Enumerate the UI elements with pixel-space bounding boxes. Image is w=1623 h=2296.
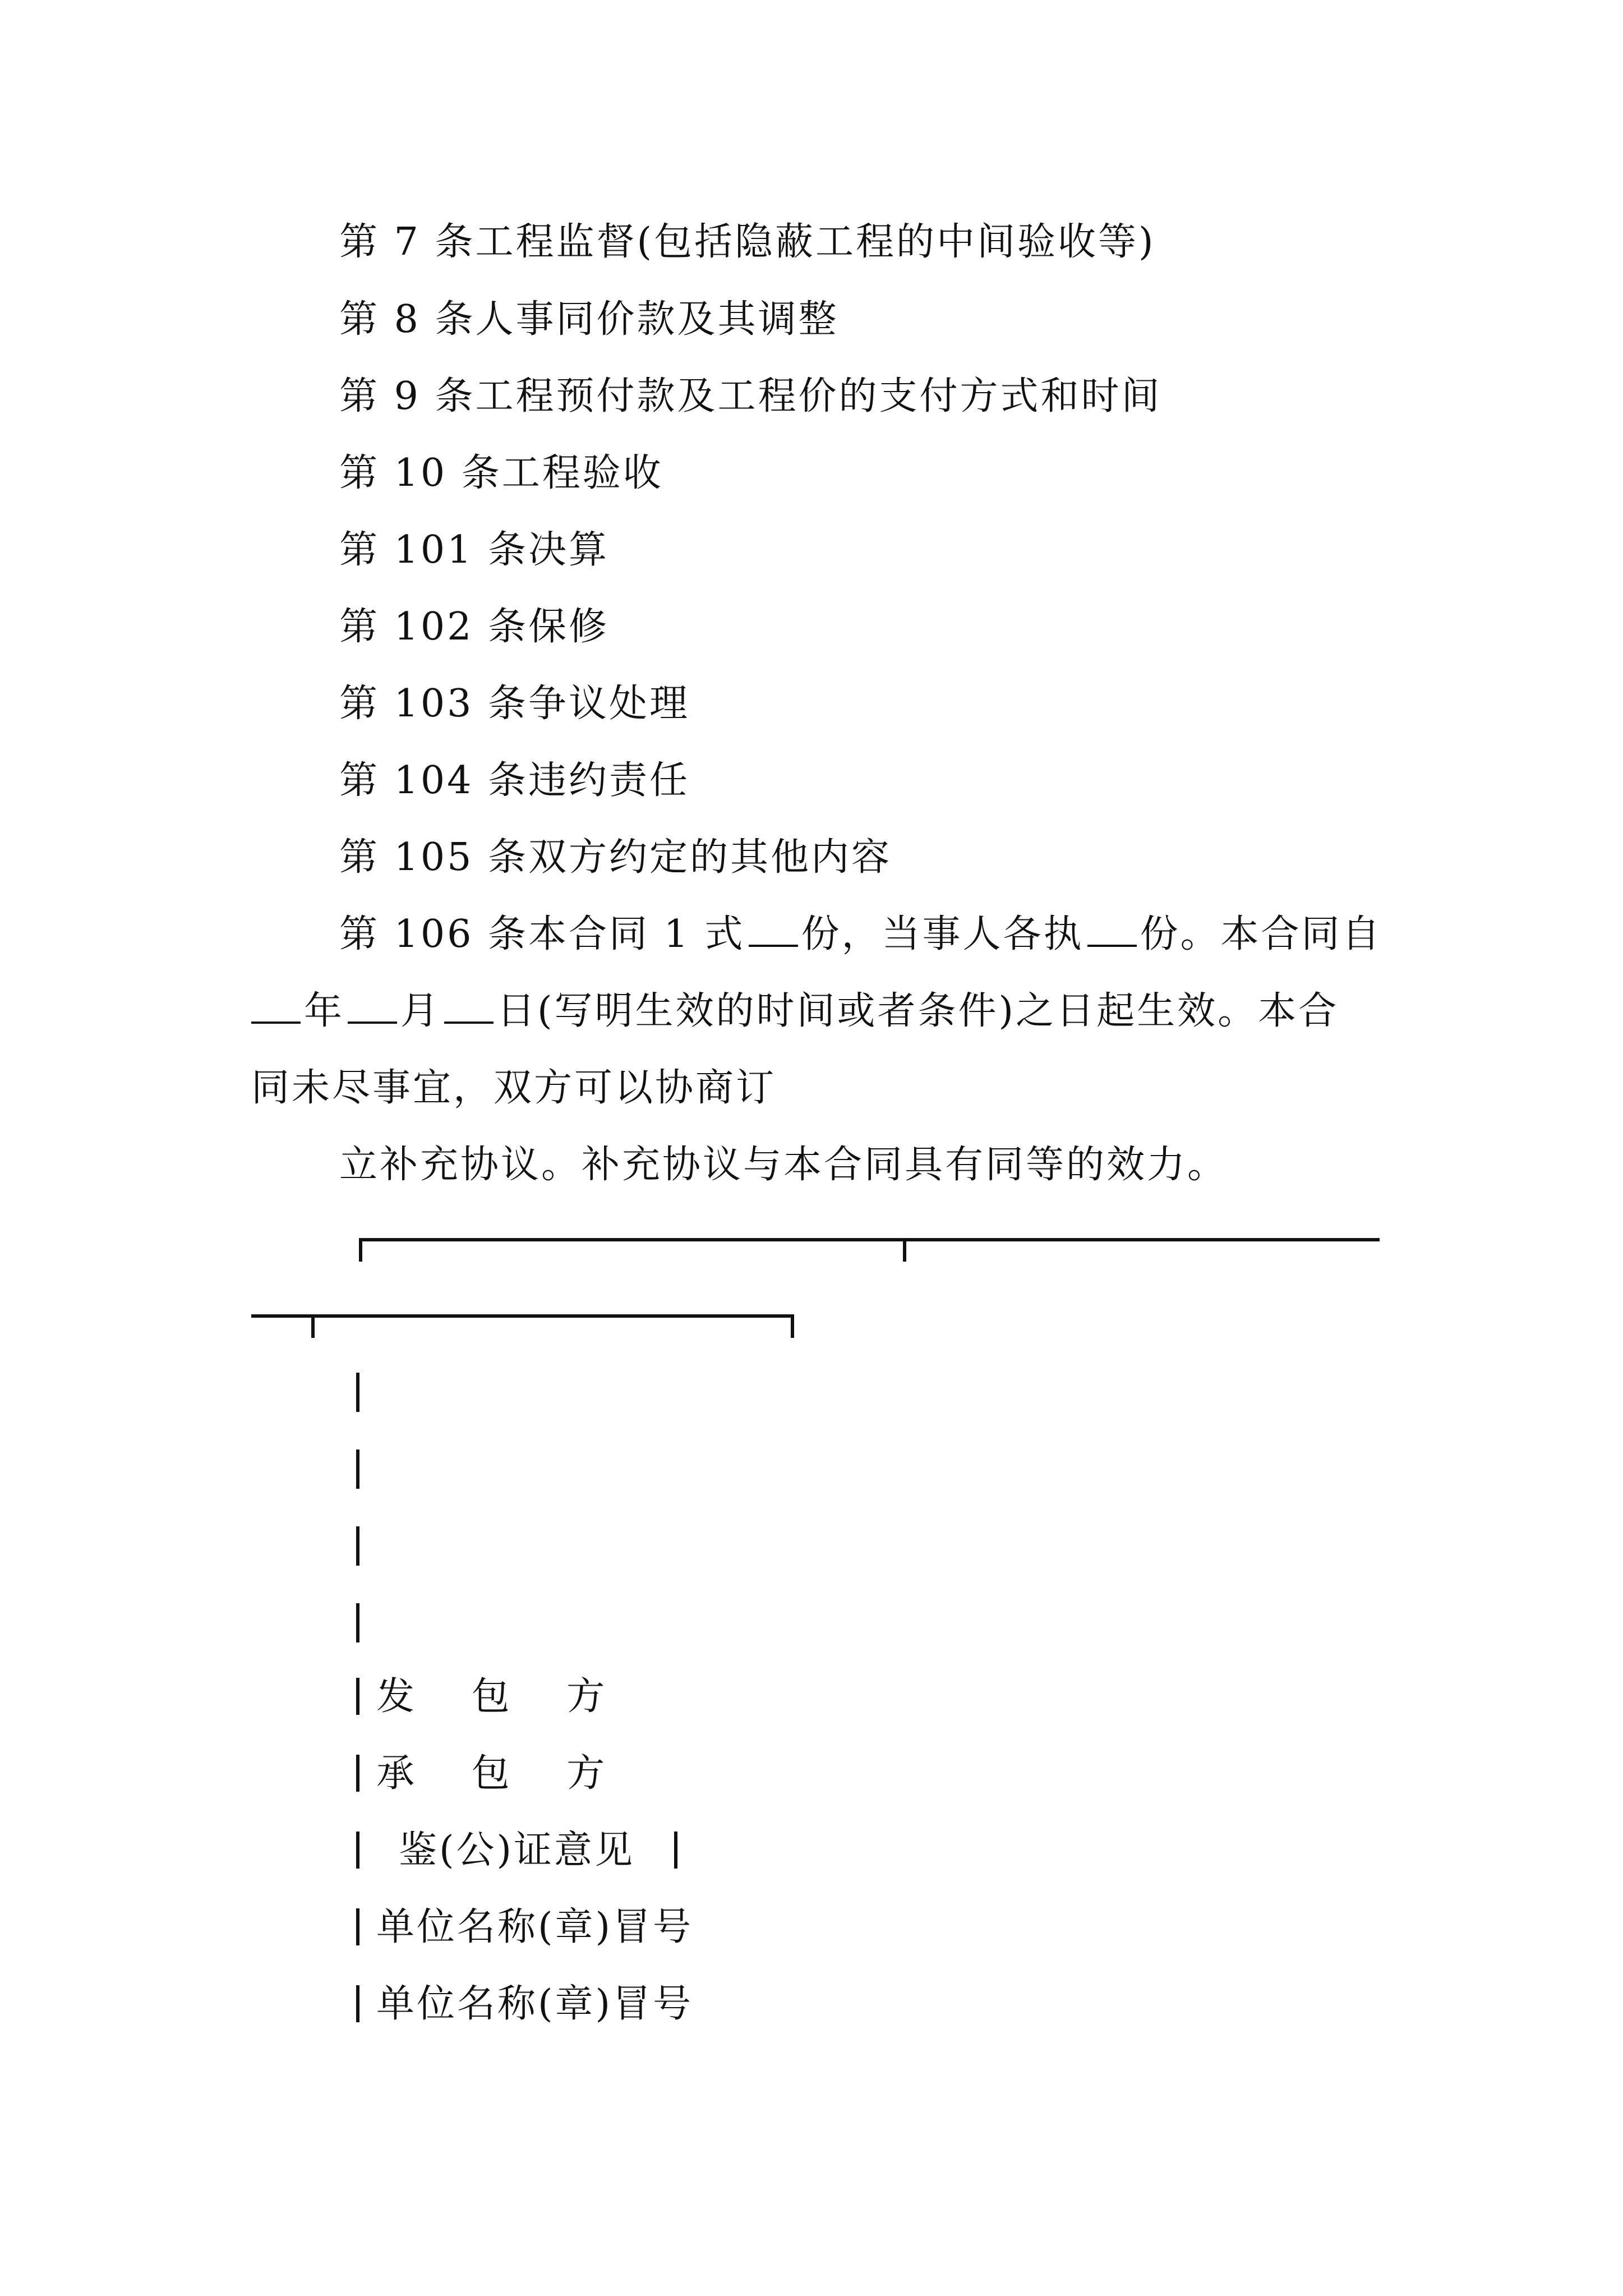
unit-name-label-2: 单位名称(章)冒号 <box>376 1982 694 2026</box>
article-7: 第 7 条工程监督(包括隐蔽工程的中间验收等) <box>339 220 1156 264</box>
article-105: 第 105 条双方约定的其他内容 <box>339 835 892 880</box>
table-second-border <box>251 1314 793 1318</box>
notary-opinion-label: 鉴(公)证意见 <box>399 1828 635 1872</box>
table-empty-row-4 <box>356 1603 359 1642</box>
table-second-right-corner <box>791 1314 794 1338</box>
month-blank <box>348 989 397 1024</box>
employer-label: 发 包 方 <box>376 1674 628 1719</box>
table-row-notary <box>356 1828 677 1873</box>
article-102: 第 102 条保修 <box>339 605 610 649</box>
table-second-left-tick <box>311 1314 315 1338</box>
row-border <box>356 1985 359 2022</box>
table-empty-row-3 <box>356 1526 359 1566</box>
row-border-right <box>674 1832 677 1869</box>
table-row-unit-name-1 <box>356 1905 693 1950</box>
unit-name-label-1: 单位名称(章)冒号 <box>376 1905 694 1949</box>
article-106-text-b: 份，当事人各执 <box>801 912 1084 956</box>
article-104: 第 104 条违约责任 <box>339 758 690 803</box>
row-border <box>356 1908 359 1945</box>
article-101: 第 101 条决算 <box>339 528 610 572</box>
article-9: 第 9 条工程预付款及工程价的支付方式和时间 <box>339 374 1162 418</box>
day-blank <box>444 989 494 1024</box>
contractor-label: 承 包 方 <box>376 1751 628 1796</box>
table-empty-row-2 <box>356 1450 359 1489</box>
table-row-employer <box>356 1674 627 1719</box>
table-row-unit-name-2 <box>356 1982 693 2027</box>
article-106-line-2 <box>251 989 1339 1034</box>
row-border <box>356 1678 359 1715</box>
table-top-mid-tick <box>903 1238 906 1262</box>
row-border <box>356 1755 359 1792</box>
table-row-contractor <box>356 1751 627 1796</box>
table-empty-row-1 <box>356 1373 359 1412</box>
table-top-left-corner <box>359 1238 362 1262</box>
copies-total-blank <box>749 912 798 947</box>
article-8: 第 8 条人事同价款及其调整 <box>339 297 839 342</box>
row-border <box>356 1832 359 1869</box>
article-106-line-4: 立补充协议。补充协议与本合同具有同等的效力。 <box>339 1143 1228 1187</box>
article-106-text-a: 第 106 条本合同 1 式 <box>339 912 745 956</box>
article-103: 第 103 条争议处理 <box>339 682 690 726</box>
year-blank <box>251 989 301 1024</box>
article-10: 第 10 条工程验收 <box>339 451 663 495</box>
year-label: 年 <box>304 989 345 1033</box>
article-106-line-3: 同未尽事宜，双方可以协商订 <box>251 1066 777 1110</box>
table-top-border <box>359 1238 1380 1241</box>
copies-each-blank <box>1087 912 1137 947</box>
month-label: 月 <box>400 989 441 1033</box>
article-106-text-d: 日(写明生效的时间或者条件)之日起生效。本合 <box>497 989 1339 1033</box>
article-106-text-c: 份。本合同自 <box>1140 912 1382 956</box>
article-106-line-1 <box>339 912 1382 957</box>
